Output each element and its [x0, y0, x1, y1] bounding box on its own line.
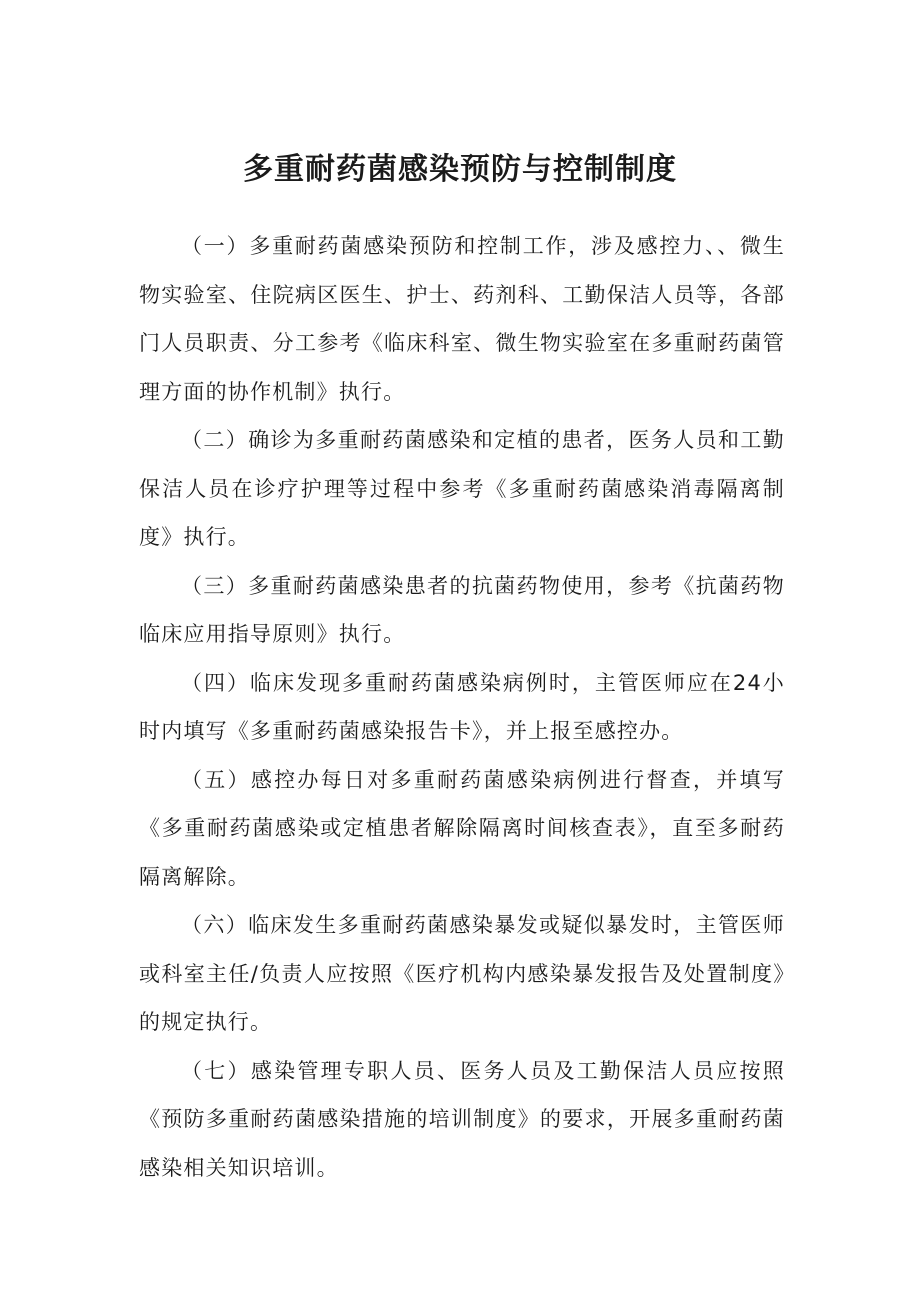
paragraph-6: （六）临床发生多重耐药菌感染暴发或疑似暴发时，主管医师或科室主任/负责人应按照《医疗机构内感染暴发报告及处置制度》的规定执行。	[139, 913, 785, 1034]
paragraph-1: （一）多重耐药菌感染预防和控制工作，涉及感控力、、微生物实验室、住院病区医生、护士、药剂科、工勤保洁人员等，各部门人员职责、分工参考《临床科室、微生物实验室在多重耐药菌管理方面的协作机制》执行。	[139, 234, 785, 404]
document-title: 多重耐药菌感染预防与控制制度	[243, 152, 677, 187]
document-body	[139, 222, 785, 1192]
paragraph-2: （二）确诊为多重耐药菌感染和定植的患者，医务人员和工勤保洁人员在诊疗护理等过程中参考《多重耐药菌感染消毒隔离制度》执行。	[139, 428, 785, 549]
paragraph-7: （七）感染管理专职人员、医务人员及工勤保洁人员应按照《预防多重耐药菌感染措施的培训制度》的要求，开展多重耐药菌感染相关知识培训。	[139, 1058, 785, 1180]
paragraph-5: （五）感控办每日对多重耐药菌感染病例进行督查，并填写《多重耐药菌感染或定植患者解除隔离时间核查表》，直至多耐药隔离解除。	[139, 767, 785, 889]
paragraph-4: （四）临床发现多重耐药菌感染病例时，主管医师应在24小时内填写《多重耐药菌感染报告卡》，并上报至感控办。	[139, 670, 785, 743]
paragraph-3: （三）多重耐药菌感染患者的抗菌药物使用，参考《抗菌药物临床应用指导原则》执行。	[139, 573, 785, 646]
